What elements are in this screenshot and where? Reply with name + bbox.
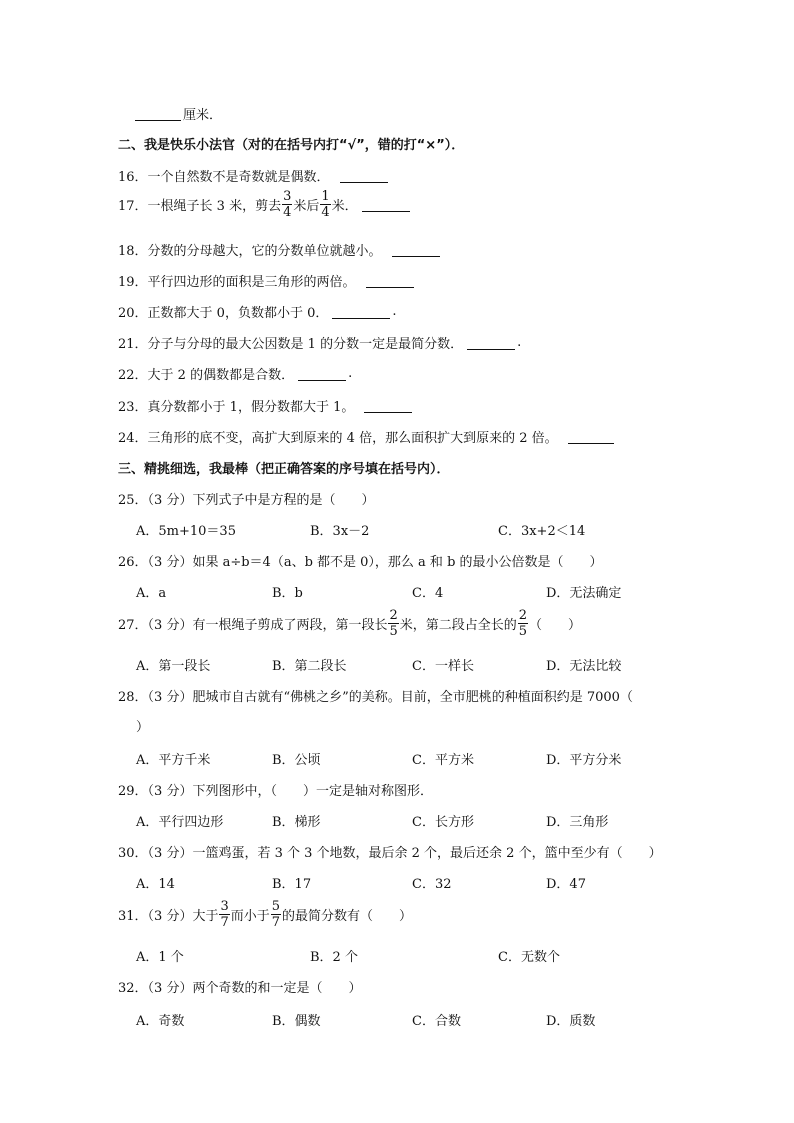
question-24: 24．三角形的底不变，高扩大到原来的 4 倍，那么面积扩大到原来的 2 倍。: [118, 427, 616, 446]
question-31: 31．（3 分）大于 $\frac{3}{7}$ 而小于 $\frac{5}{7}$ 的最简分数有（ ）: [118, 899, 413, 930]
option-c[interactable]: C．平方米: [412, 753, 474, 768]
option-c[interactable]: C．32: [412, 877, 452, 892]
question-23: 23．真分数都小于 1，假分数都大于 1。: [118, 396, 414, 415]
answer-line-15: [133, 104, 222, 123]
option-a[interactable]: A．平方千米: [136, 753, 211, 768]
option-b[interactable]: B．公顷: [272, 753, 321, 768]
option-d[interactable]: D．三角形: [546, 815, 609, 830]
answer-blank[interactable]: [364, 398, 412, 413]
option-a[interactable]: A．奇数: [136, 1014, 185, 1029]
question-28-continuation: ）: [136, 720, 150, 735]
option-a[interactable]: A．1 个: [136, 950, 184, 965]
fraction: $\frac{1}{4}$: [321, 189, 330, 220]
option-d[interactable]: D．无法比较: [546, 659, 622, 674]
fraction: $\frac{2}{5}$: [389, 608, 398, 639]
fragment-text: 厘米．: [183, 108, 223, 123]
question-32: 32．（3 分）两个奇数的和一定是（ ）: [118, 981, 362, 996]
option-b[interactable]: B．17: [272, 877, 312, 892]
option-c[interactable]: C．4: [412, 586, 444, 601]
section-2-title: 二、我是快乐小法官（对的在括号内打“√”，错的打“×”）．: [118, 138, 465, 153]
question-27: 27．（3 分）有一根绳子剪成了两段，第一段长 $\frac{2}{5}$ 米，第二段占全长的 $\frac{2}{5}$ （ ）: [118, 608, 582, 639]
question-20: 20．正数都大于 0，负数都小于 0． .: [118, 304, 397, 321]
answer-blank[interactable]: [332, 304, 390, 319]
option-a[interactable]: A．a: [136, 586, 167, 601]
answer-blank[interactable]: [362, 197, 410, 212]
option-b[interactable]: B．梯形: [272, 815, 321, 830]
question-29: 29．（3 分）下列图形中，（ ）一定是轴对称图形．: [118, 784, 433, 799]
fraction: $\frac{2}{5}$: [518, 608, 528, 639]
option-a[interactable]: A．平行四边形: [136, 815, 224, 830]
option-c[interactable]: C．一样长: [412, 659, 474, 674]
answer-blank[interactable]: [340, 168, 388, 183]
answer-blank[interactable]: [467, 335, 515, 350]
option-d[interactable]: D．平方分米: [546, 753, 622, 768]
answer-blank[interactable]: [298, 366, 346, 381]
question-26: 26．（3 分）如果 a÷b＝4（a、b 都不是 0），那么 a 和 b 的最小公倍数是（ ）: [118, 555, 603, 570]
question-21: 21．分子与分母的最大公因数是 1 的分数一定是最简分数． .: [118, 335, 522, 352]
question-19: 19．平行四边形的面积是三角形的两倍。: [118, 271, 416, 290]
option-c[interactable]: C．合数: [412, 1014, 461, 1029]
option-a[interactable]: A．5m+10＝35: [136, 524, 236, 539]
option-c[interactable]: C．无数个: [498, 950, 560, 965]
question-22: 22．大于 2 的偶数都是合数． .: [118, 366, 353, 383]
answer-blank[interactable]: [366, 273, 414, 288]
question-25: 25．（3 分）下列式子中是方程的是（ ）: [118, 493, 375, 508]
option-b[interactable]: B．第二段长: [272, 659, 347, 674]
option-b[interactable]: B．偶数: [272, 1014, 321, 1029]
option-b[interactable]: B．3x－2: [310, 524, 370, 539]
answer-blank[interactable]: [568, 429, 614, 444]
fraction: $\frac{5}{7}$: [271, 899, 281, 930]
option-c[interactable]: C．长方形: [412, 815, 474, 830]
section-3-title: 三、精挑细选，我最棒（把正确答案的序号填在括号内）．: [118, 462, 450, 477]
option-d[interactable]: D．质数: [546, 1014, 596, 1029]
question-30: 30．（3 分）一篮鸡蛋，若 3 个 3 个地数，最后余 2 个，最后还余 2 个，篮中至少有（ ）: [118, 846, 662, 861]
option-a[interactable]: A．第一段长: [136, 659, 211, 674]
question-16: 16．一个自然数不是奇数就是偶数．: [118, 166, 390, 185]
option-d[interactable]: D．无法确定: [546, 586, 622, 601]
option-d[interactable]: D．47: [546, 877, 586, 892]
fraction: $\frac{3}{4}$: [283, 189, 292, 220]
answer-blank[interactable]: [135, 106, 181, 121]
option-b[interactable]: B．b: [272, 586, 303, 601]
answer-blank[interactable]: [392, 242, 440, 257]
question-17: 17．一根绳子长 3 米，剪去 $\frac{3}{4}$ 米后 $\frac{1}{4}$ 米．: [118, 190, 412, 219]
option-b[interactable]: B．2 个: [310, 950, 358, 965]
option-a[interactable]: A．14: [136, 877, 175, 892]
question-28: 28．（3 分）肥城市自古就有“佛桃之乡”的美称。目前，全市肥桃的种植面积约是 7000（: [118, 690, 633, 705]
question-18: 18．分数的分母越大，它的分数单位就越小。: [118, 240, 442, 259]
fraction: $\frac{3}{7}$: [220, 899, 229, 930]
option-c[interactable]: C．3x+2＜14: [498, 524, 586, 539]
